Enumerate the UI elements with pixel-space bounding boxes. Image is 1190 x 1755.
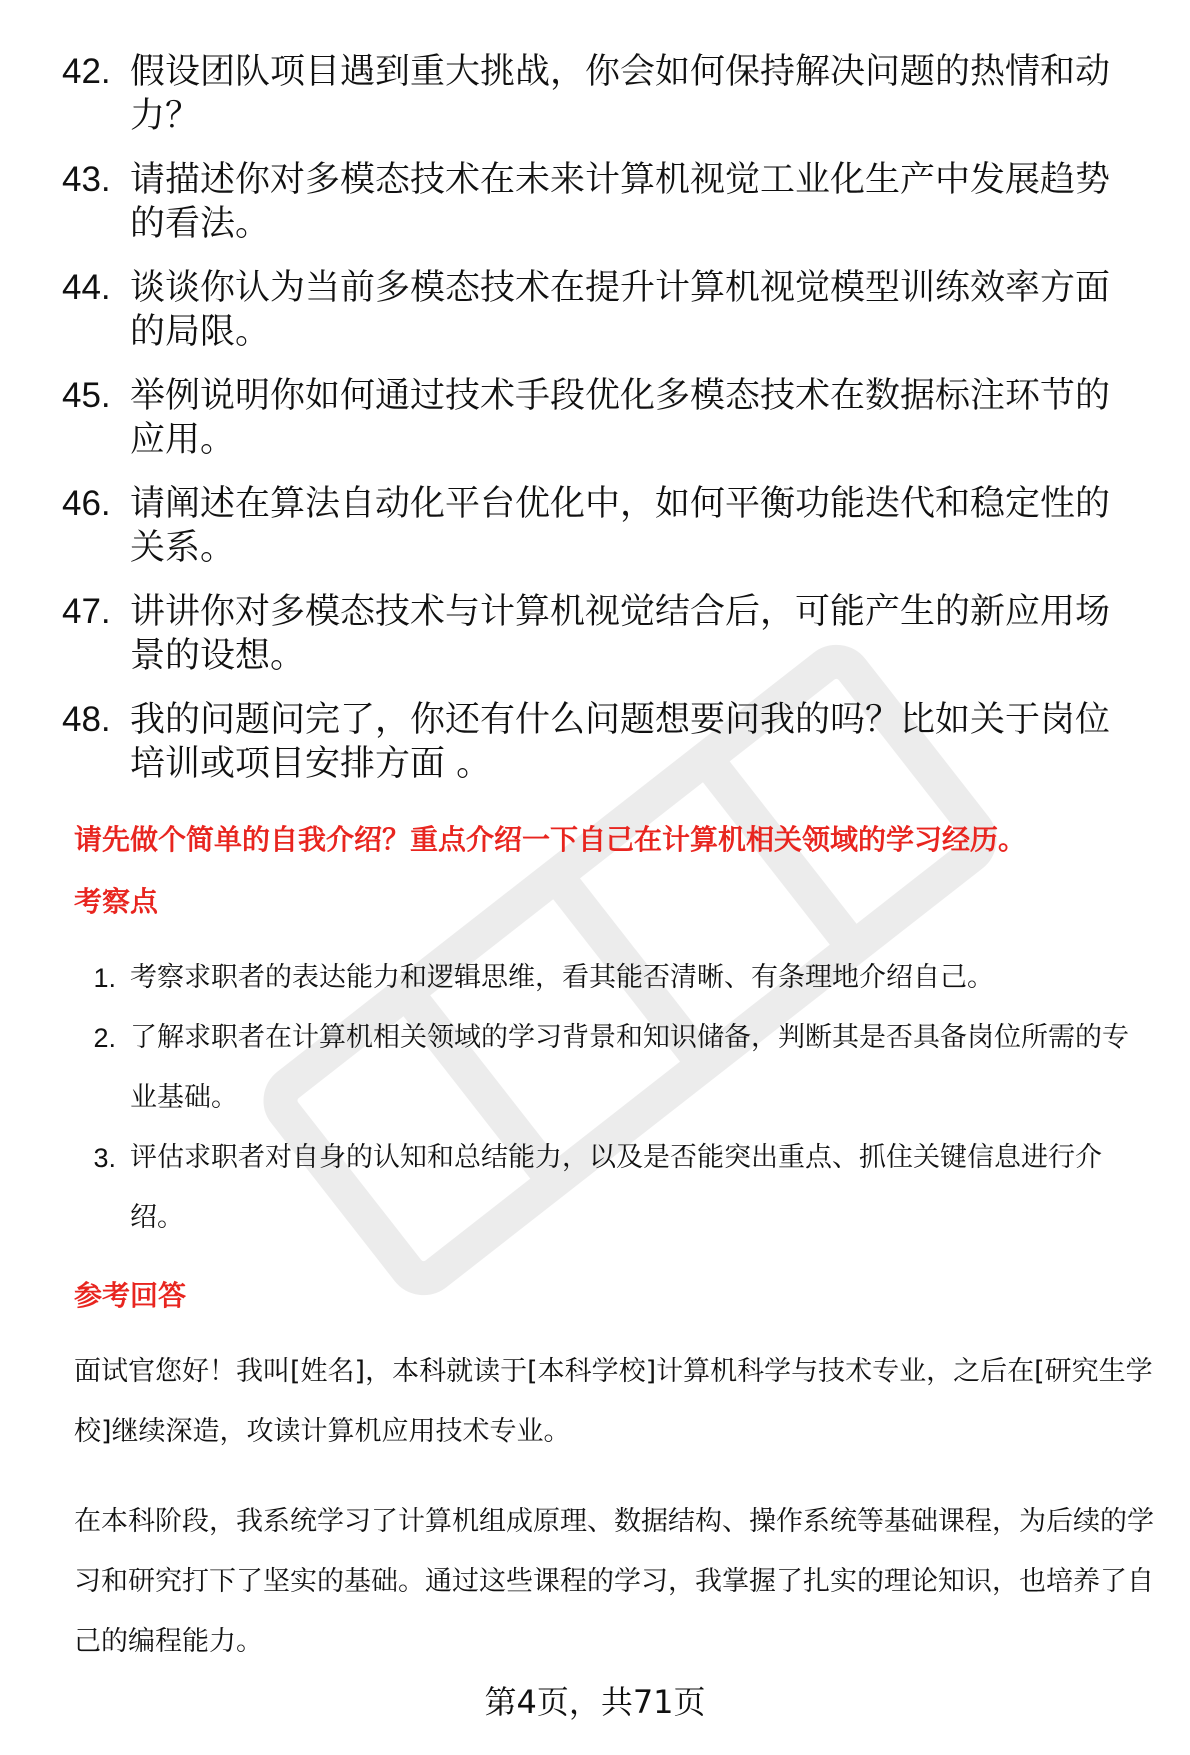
point-number: 1. <box>93 963 116 993</box>
answer-paragraph: 面试官您好！我叫[姓名]，本科就读于[本科学校]计算机科学与技术专业，之后在[研究生学校]继续深造，攻读计算机应用技术专业。 <box>74 1356 1153 1447</box>
question-text: 谈谈你认为当前多模态技术在提升计算机视觉模型训练效率方面的局限。 <box>130 268 1111 352</box>
answer-paragraph: 在本科阶段，我系统学习了计算机组成原理、数据结构、操作系统等基础课程，为后续的学习和研究打下了坚实的基础。通过这些课程的学习，我掌握了扎实的理论知识，也培养了自己的编程能力。 <box>74 1506 1154 1657</box>
points-title: 考察点 <box>74 885 159 918</box>
question-text: 我的问题问完了，你还有什么问题想要问我的吗？比如关于岗位培训或项目安排方面 。 <box>130 700 1111 784</box>
question-text: 请描述你对多模态技术在未来计算机视觉工业化生产中发展趋势的看法。 <box>130 160 1111 244</box>
question-number: 42. <box>62 52 111 91</box>
question-item <box>62 374 1142 462</box>
question-list <box>62 50 1142 806</box>
question-item <box>62 698 1142 786</box>
highlight-question: 请先做个简单的自我介绍？重点介绍一下自己在计算机相关领域的学习经历。 <box>74 823 1027 856</box>
point-text: 考察求职者的表达能力和逻辑思维，看其能否清晰、有条理地介绍自己。 <box>130 962 994 993</box>
question-item <box>62 482 1142 570</box>
question-number: 47. <box>62 592 111 631</box>
points-list <box>74 948 1154 1248</box>
point-text: 评估求职者对自身的认知和总结能力，以及是否能突出重点、抓住关键信息进行介绍。 <box>130 1142 1102 1233</box>
question-text: 举例说明你如何通过技术手段优化多模态技术在数据标注环节的应用。 <box>130 376 1111 460</box>
question-item <box>62 590 1142 678</box>
point-item <box>74 1008 1154 1128</box>
point-text: 了解求职者在计算机相关领域的学习背景和知识储备，判断其是否具备岗位所需的专业基础。 <box>130 1022 1129 1113</box>
question-number: 44. <box>62 268 111 307</box>
question-item <box>62 158 1142 246</box>
question-number: 46. <box>62 484 111 523</box>
page-footer: 第4页，共71页 <box>484 1683 706 1721</box>
point-number: 2. <box>93 1023 116 1053</box>
point-item <box>74 948 1154 1008</box>
question-number: 45. <box>62 376 111 415</box>
question-number: 48. <box>62 700 111 739</box>
question-number: 43. <box>62 160 111 199</box>
question-text: 讲讲你对多模态技术与计算机视觉结合后，可能产生的新应用场景的设想。 <box>130 592 1111 676</box>
question-item <box>62 50 1142 138</box>
answer-title: 参考回答 <box>74 1279 187 1312</box>
point-number: 3. <box>93 1143 116 1173</box>
question-text: 请阐述在算法自动化平台优化中，如何平衡功能迭代和稳定性的关系。 <box>130 484 1111 568</box>
question-item <box>62 266 1142 354</box>
question-text: 假设团队项目遇到重大挑战，你会如何保持解决问题的热情和动力？ <box>130 52 1111 136</box>
point-item <box>74 1128 1154 1248</box>
